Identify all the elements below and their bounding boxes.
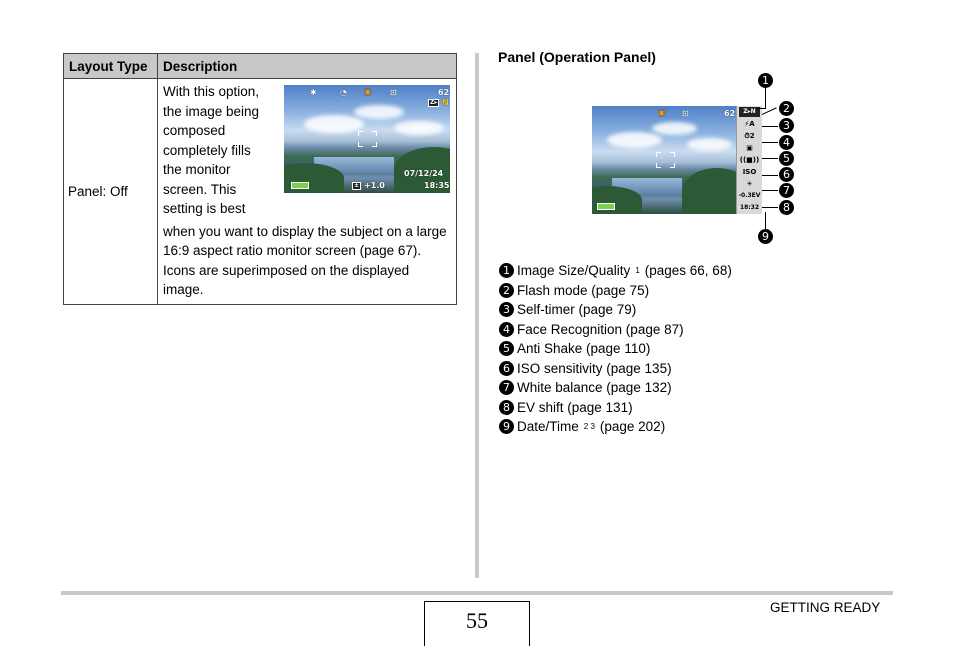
section-name: GETTING READY [770, 600, 881, 615]
description-text-top: With this option, the image being composed completely fills the monitor screen. This setting is best [163, 84, 260, 216]
callout-line-3 [762, 126, 778, 127]
focus-frame-tr [372, 131, 377, 136]
layout-type-cell: Panel: Off [64, 79, 158, 305]
operation-panel [736, 106, 762, 214]
battery-icon [291, 182, 309, 189]
callout-number-8: 8 [779, 200, 794, 215]
callout-number-2: 2 [779, 101, 794, 116]
self-timer-icon[interactable]: ⏱2 [744, 132, 755, 140]
callout-number-9: 9 [758, 229, 773, 244]
legend-text: EV shift (page 131) [517, 399, 633, 415]
legend-number: 3 [499, 302, 514, 317]
anti-shake-icon[interactable]: ((■)) [739, 156, 760, 164]
image-size-icon[interactable]: Z▸N [739, 107, 760, 117]
legend-text: Self-timer (page 79) [517, 302, 637, 318]
callout-number-1: 1 [758, 73, 773, 88]
list-item [499, 300, 732, 320]
legend-text: Image Size/Quality [517, 263, 631, 279]
callout-number-7: 7 [779, 183, 794, 198]
ev-shift-readout[interactable]: -0.3EV [738, 192, 761, 199]
legend-number: 4 [499, 322, 514, 337]
page-number: 55 [424, 601, 530, 646]
focus-frame-bl [358, 142, 363, 147]
legend-text: Face Recognition (page 87) [517, 321, 684, 337]
list-item [499, 417, 732, 437]
list-item [499, 378, 732, 398]
legend-text: White balance (page 132) [517, 380, 672, 396]
quality-icon: N [442, 98, 449, 107]
legend-number: 7 [499, 380, 514, 395]
list-item [499, 261, 732, 281]
focus-frame-tl [656, 152, 661, 157]
list-item [499, 359, 732, 379]
legend-number: 9 [499, 419, 514, 434]
legend-footnote: 2 3 [583, 422, 595, 432]
list-item [499, 339, 732, 359]
legend-text: Anti Shake (page 110) [517, 341, 651, 357]
column-divider [475, 53, 479, 578]
size-icon: Z▸ [430, 99, 438, 106]
date-readout: 07/12/24 [404, 169, 444, 178]
callout-number-5: 5 [779, 151, 794, 166]
list-item [499, 320, 732, 340]
description-text-bottom: when you want to display the subject on a large 16:9 aspect ratio monitor screen (page 67). Icons are superimposed on the displayed image. [163, 223, 447, 297]
legend-number: 2 [499, 283, 514, 298]
list-item [499, 281, 732, 301]
callout-line-1h [757, 108, 766, 109]
section-title: Panel (Operation Panel) [498, 49, 656, 65]
flash-mode-icon[interactable]: ⚡A [744, 120, 755, 128]
shots-remaining: 62 [724, 109, 736, 118]
shots-remaining: 62 [438, 88, 450, 97]
time-readout: 18:35 [424, 181, 450, 190]
callout-line-6 [762, 175, 778, 176]
callout-number-3: 3 [779, 118, 794, 133]
shake-icon: ⊡ [390, 88, 397, 97]
legend-number: 8 [499, 400, 514, 415]
callout-line-8 [762, 207, 778, 208]
camera-icon: ▣ [658, 108, 666, 117]
callout-number-6: 6 [779, 167, 794, 182]
focus-frame-br [372, 142, 377, 147]
legend-footnote: 1 [635, 266, 640, 276]
callout-number-4: 4 [779, 135, 794, 150]
focus-frame-br [670, 163, 675, 168]
focus-frame-tl [358, 131, 363, 136]
panel-legend [499, 261, 732, 437]
focus-frame-bl [656, 163, 661, 168]
legend-number: 6 [499, 361, 514, 376]
snowflake-icon: ✱ [310, 88, 317, 97]
legend-suffix: (pages 66, 68) [644, 263, 732, 279]
timer-icon: ◔ [340, 88, 347, 97]
legend-text: Date/Time [517, 419, 579, 435]
camera-screen-panel-off [284, 85, 450, 193]
battery-icon [597, 203, 615, 210]
callout-line-5 [762, 158, 778, 159]
legend-number: 1 [499, 263, 514, 278]
ev-icon: ± [354, 182, 360, 189]
header-description: Description [158, 54, 457, 79]
callout-line-1 [765, 86, 766, 109]
legend-suffix: (page 202) [599, 419, 666, 435]
list-item [499, 398, 732, 418]
iso-icon[interactable]: ISO [742, 168, 757, 176]
legend-text: Flash mode (page 75) [517, 282, 650, 298]
callout-line-4 [762, 142, 778, 143]
focus-frame-tr [670, 152, 675, 157]
footer-rule [61, 591, 893, 595]
legend-number: 5 [499, 341, 514, 356]
ev-readout: +1.0 [364, 181, 385, 190]
header-layout-type: Layout Type [64, 54, 158, 79]
callout-line-7 [762, 190, 778, 191]
shake-icon: ⊡ [682, 109, 689, 118]
camera-icon: ▣ [364, 87, 372, 96]
legend-text: ISO sensitivity (page 135) [517, 360, 672, 376]
callout-line-9 [765, 212, 766, 230]
date-time-readout[interactable]: 18:32 [739, 204, 760, 211]
camera-screen-operation-panel [592, 106, 738, 214]
face-recognition-icon[interactable]: ▣ [746, 144, 753, 152]
white-balance-icon[interactable]: ☀ [746, 180, 753, 188]
